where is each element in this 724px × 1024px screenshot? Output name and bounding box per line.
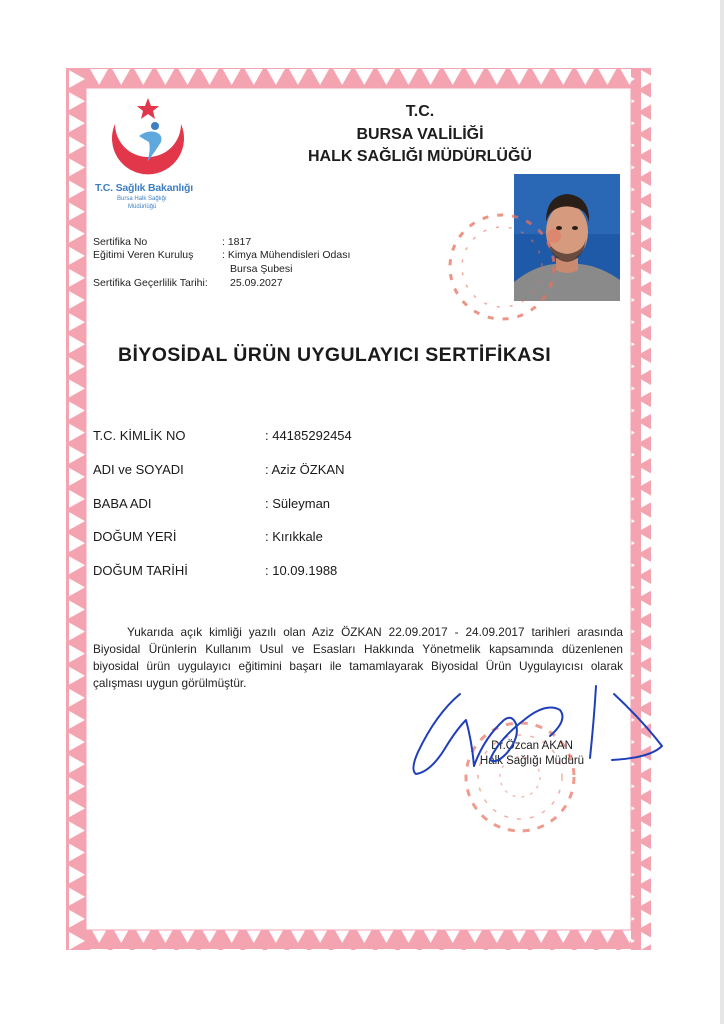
- training-org-value: : Kimya Mühendisleri Odası: [222, 249, 351, 261]
- header-directorate: HALK SAĞLIĞI MÜDÜRLÜĞÜ: [308, 148, 532, 165]
- certification-statement: Yukarıda açık kimliği yazılı olan Aziz ÖZKAN 22.09.2017 - 24.09.2017 tarihleri arasında Biyosidal Ürünlerin Kullanım Usul ve Esasları Hakkında Yönetmelik kapsamında düzenlenen biyosidal ürün uygulayıcı eğitimini başarı ile tamamlayarak Biyosidal Ürün Uygulayıcısı olarak çalışması uygun görülmüştür.: [93, 625, 623, 690]
- logo-ministry-text: T.C. Sağlık Bakanlığı: [95, 182, 193, 194]
- handwritten-signature: [400, 680, 670, 790]
- name-value: : Aziz ÖZKAN: [265, 462, 345, 477]
- official-stamp-top: [440, 205, 560, 335]
- logo-branch-text-2: Müdürlüğü: [128, 204, 157, 210]
- cert-no-label: Sertifika No: [93, 236, 148, 248]
- header-tc: T.C.: [405, 103, 435, 120]
- figure-head-icon: [151, 122, 159, 130]
- birthdate-value: : 10.09.1988: [265, 563, 338, 578]
- logo-branch-text: Bursa Halk Sağlığı: [117, 196, 167, 202]
- birthdate-label: DOĞUM TARİHİ: [93, 563, 188, 578]
- ministry-logo: [103, 96, 193, 182]
- birthplace-label: DOĞUM YERİ: [93, 529, 177, 544]
- father-name-value: : Süleyman: [265, 496, 331, 511]
- training-org-branch: Bursa Şubesi: [230, 263, 293, 275]
- validity-label: Sertifika Geçerlilik Tarihi:: [93, 277, 208, 289]
- header-governorship: BURSA VALİLİĞİ: [356, 126, 484, 143]
- birthplace-value: : Kırıkkale: [265, 529, 323, 544]
- crescent-icon: [112, 124, 184, 174]
- tc-id-value: : 44185292454: [265, 428, 352, 443]
- tc-id-label: T.C. KİMLİK NO: [93, 428, 186, 443]
- father-name-label: BABA ADI: [93, 496, 152, 511]
- signatory-name: Dr.Özcan AKAN: [491, 740, 573, 752]
- cert-no-value: : 1817: [222, 236, 252, 248]
- training-org-label: Eğitimi Veren Kuruluş: [93, 249, 194, 261]
- certificate-title: BİYOSİDAL ÜRÜN UYGULAYICI SERTİFİKASI: [118, 344, 552, 366]
- star-icon: [137, 98, 159, 119]
- name-label: ADI ve SOYADI: [93, 462, 184, 477]
- validity-value: 25.09.2027: [230, 277, 283, 289]
- signatory-title: Halk Sağlığı Müdürü: [479, 755, 585, 767]
